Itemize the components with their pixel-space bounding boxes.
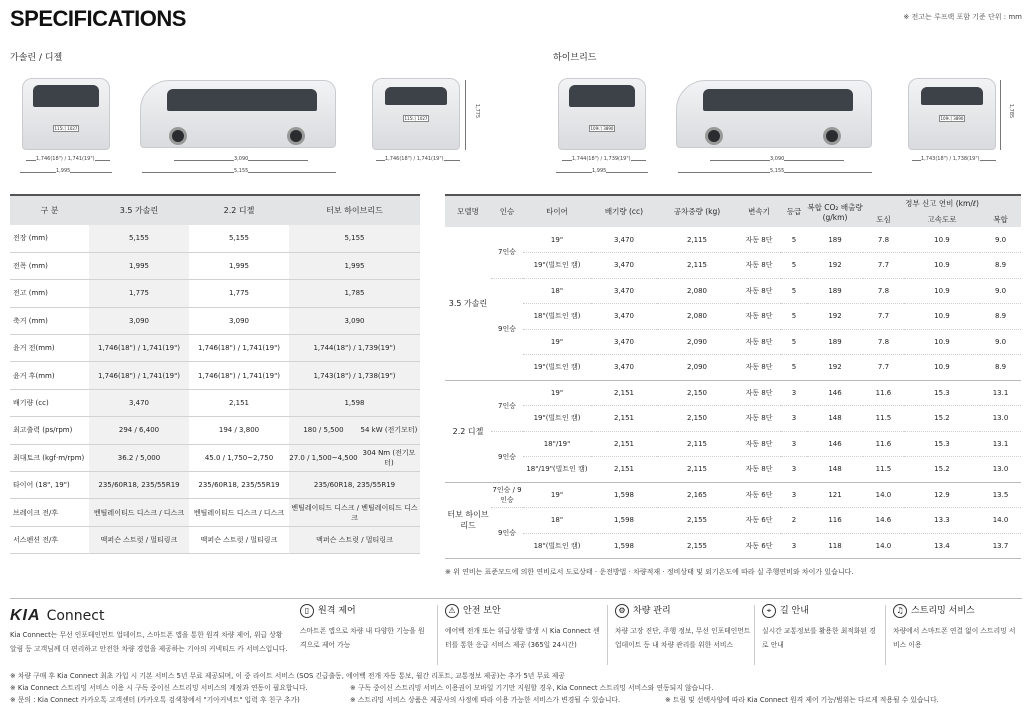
service-text: 에어백 전개 또는 위급상황 발생 시 Kia Connect 센터를 통한 응급 서비스 제공 (365일 24시간): [445, 627, 600, 649]
spec-cell: 1,746(18") / 1,741(19"): [89, 362, 189, 389]
service-heading: [893, 604, 1021, 618]
phone-icon: ▯: [300, 604, 314, 618]
spec-cell: 벤틸레이티드 디스크 / 벤틸레이티드 디스크: [289, 499, 420, 526]
eff-cell: 148: [807, 406, 863, 432]
height-dim: 1,785: [1008, 103, 1015, 119]
eff-cell: 10.9: [904, 227, 980, 253]
model-cell: 3.5 가솔린: [445, 227, 491, 380]
efficiency-footnote: ※ 위 연비는 표준모드에 의한 연비로서 도로상태 · 운전방법 · 차량적재 · 정비상태 및 외기온도에 따라 실 주행연비와 차이가 있습니다.: [445, 568, 854, 576]
eff-cell: 9.0: [980, 278, 1021, 304]
eff-cell: 2,151: [591, 380, 657, 406]
eff-cell: 13.3: [904, 508, 980, 534]
eff-cell: 2,165: [657, 482, 737, 508]
eff-cell: 192: [807, 355, 863, 381]
connect-description: Kia Connect는 무선 인포테인먼트 업데이트, 스마트폰 앱을 통한 원격 차량 제어, 위급 상황 알림 등 고객님께 더 편리하고 안전한 차량 경험을 제공하는 기아의 커넥티드 카 서비스입니다.: [10, 631, 288, 653]
eff-cell: 18"(빌트인 캠): [523, 304, 591, 330]
spec-cell: 304 Nm (전기모터): [358, 444, 420, 471]
spec-cell: 윤거 전(mm): [10, 335, 89, 362]
spec-row: [10, 472, 420, 499]
eff-cell: 2,151: [591, 406, 657, 432]
spec-cell: 3,090: [289, 307, 420, 334]
spec-cell: 1,995: [89, 252, 189, 279]
license-plate: 115너 1027: [404, 116, 428, 121]
eff-cell: 14.6: [863, 508, 904, 534]
eff-cell: 자동 6단: [737, 508, 781, 534]
eff-header: 정부 신고 연비 (km/ℓ): [863, 195, 1021, 211]
service-title: 안전 보안: [463, 606, 501, 616]
eff-cell: 1,598: [591, 533, 657, 559]
hybrid-front-view: [558, 78, 646, 150]
license-plate: 109너 3890: [590, 126, 614, 131]
eff-header: 공차중량 (kg): [657, 195, 737, 227]
spec-cell: 36.2 / 5,000: [89, 444, 189, 471]
eff-cell: 자동 8단: [737, 431, 781, 457]
eff-cell: 116: [807, 508, 863, 534]
service-divider: [754, 605, 755, 665]
eff-cell: 2,155: [657, 508, 737, 534]
eff-cell: 3,470: [591, 355, 657, 381]
eff-cell: 자동 8단: [737, 304, 781, 330]
eff-row: [445, 457, 1021, 483]
eff-cell: 18": [523, 508, 591, 534]
eff-cell: 3,470: [591, 227, 657, 253]
spec-cell: 1,785: [289, 280, 420, 307]
eff-cell: 18"/19": [523, 431, 591, 457]
spec-cell: 1,995: [289, 252, 420, 279]
eff-cell: 19": [523, 380, 591, 406]
front-track-dim: 1,746(18") / 1,741(19"): [36, 156, 95, 162]
service-text: 차량에서 스마트폰 연결 없이 스트리밍 서비스 이용: [893, 627, 1016, 649]
connect-divider: [10, 598, 1022, 599]
eff-cell: 12.9: [904, 482, 980, 508]
spec-table: [10, 194, 420, 554]
section-gas-title: 가솔린 / 디젤: [10, 53, 63, 63]
shield-icon: ⚠: [445, 604, 459, 618]
spec-cell: 3,090: [89, 307, 189, 334]
eff-cell: 19"(빌트인 캠): [523, 355, 591, 381]
service-1: [300, 604, 430, 652]
gas-rear-view: [372, 78, 460, 150]
section-hybrid-title: 하이브리드: [553, 53, 597, 63]
eff-row: [445, 431, 1021, 457]
spec-cell: 타이어 (18", 19"): [10, 472, 89, 499]
connect-note: ※ 차량 구매 후 Kia Connect 최초 가입 시 기본 서비스 5년 무료 제공되며, 이 중 라이트 서비스 (SOS 긴급출동, 에어백 전개 자동 통보, 월간 리포트, 교통정보 제공)는 추가 5년 무료 제공: [10, 672, 565, 680]
eff-header: 인승: [491, 195, 523, 227]
spec-row: [10, 307, 420, 334]
eff-row: [445, 508, 1021, 534]
wheelbase-dim: 3,090: [770, 156, 785, 162]
spec-cell: 194 / 3,800: [189, 417, 289, 444]
spec-cell: 브레이크 전/후: [10, 499, 89, 526]
service-3: [615, 604, 755, 652]
connect-title: Connect: [46, 608, 105, 624]
spec-cell: 1,775: [89, 280, 189, 307]
spec-cell: 1,775: [189, 280, 289, 307]
spec-row: [10, 280, 420, 307]
license-plate: 109너 3890: [940, 116, 964, 121]
spec-cell: 벤틸레이티드 디스크 / 디스크: [89, 499, 189, 526]
eff-row: [445, 227, 1021, 253]
eff-cell: 118: [807, 533, 863, 559]
spec-cell: 5,155: [189, 225, 289, 252]
eff-cell: 189: [807, 278, 863, 304]
connect-note: ※ 트림 및 선택사양에 따라 Kia Connect 원격 제어 기능/범위는 다르게 적용될 수 있습니다.: [665, 696, 939, 704]
eff-cell: 7.7: [863, 355, 904, 381]
eff-cell: 10.9: [904, 329, 980, 355]
eff-cell: 10.9: [904, 253, 980, 279]
eff-cell: 18": [523, 278, 591, 304]
unit-note: ※ 전고는 루프랙 포함 기준 단위 : mm: [903, 13, 1022, 21]
eff-cell: 2,115: [657, 227, 737, 253]
spec-cell: 3,090: [189, 307, 289, 334]
eff-cell: 2,151: [591, 431, 657, 457]
eff-cell: 3: [781, 431, 807, 457]
eff-cell: 자동 8단: [737, 253, 781, 279]
spec-header: 2.2 디젤: [189, 195, 289, 225]
eff-cell: 2,080: [657, 304, 737, 330]
eff-cell: 146: [807, 431, 863, 457]
eff-cell: 10.9: [904, 355, 980, 381]
eff-subheader: 도심: [863, 211, 904, 227]
eff-header: 복합 CO₂ 배출량 (g/km): [807, 195, 863, 227]
eff-cell: 15.3: [904, 431, 980, 457]
spec-header: 터보 하이브리드: [289, 195, 420, 225]
connect-note: ※ 문의 : Kia Connect 카카오톡 고객센터 (카카오톡 검색창에서 "기아커넥트" 입력 후 친구 추가): [10, 696, 300, 704]
eff-cell: 2,150: [657, 380, 737, 406]
spec-cell: 맥퍼슨 스트럿 / 멀티링크: [89, 526, 189, 553]
spec-row: [10, 499, 420, 526]
spec-header: 3.5 가솔린: [89, 195, 189, 225]
eff-row: [445, 253, 1021, 279]
eff-cell: 5: [781, 227, 807, 253]
eff-cell: 자동 8단: [737, 355, 781, 381]
connect-note: ※ 구독 중이신 스트리밍 서비스 이용권이 모바일 기기만 지원할 경우, Kia Connect 스트리밍 서비스와 연동되지 않습니다.: [350, 684, 714, 692]
spec-row: [10, 444, 420, 471]
eff-cell: 10.9: [904, 278, 980, 304]
spec-cell: 1,746(18") / 1,741(19"): [189, 335, 289, 362]
connect-note: ※ 스트리밍 서비스 상품은 제공사의 사정에 따라 이용 가능한 서비스가 변경될 수 있습니다.: [350, 696, 621, 704]
service-heading: [300, 604, 430, 618]
spec-cell: 최대토크 (kgf·m/rpm): [10, 444, 89, 471]
length-dim: 5,155: [770, 168, 785, 174]
eff-cell: 3,470: [591, 253, 657, 279]
eff-cell: 13.7: [980, 533, 1021, 559]
eff-cell: 2,155: [657, 533, 737, 559]
eff-cell: 5: [781, 329, 807, 355]
spec-cell: 최고출력 (ps/rpm): [10, 417, 89, 444]
spec-cell: 1,743(18") / 1,738(19"): [289, 362, 420, 389]
eff-header: 모델명: [445, 195, 491, 227]
eff-cell: 11.6: [863, 431, 904, 457]
eff-row: [445, 406, 1021, 432]
eff-header: 배기량 (cc): [591, 195, 657, 227]
eff-cell: 148: [807, 457, 863, 483]
width-dim: 1,995: [56, 168, 71, 174]
eff-cell: 5: [781, 278, 807, 304]
eff-cell: 1,598: [591, 508, 657, 534]
spec-cell: 5,155: [289, 225, 420, 252]
eff-row: [445, 278, 1021, 304]
service-divider: [885, 605, 886, 665]
eff-cell: 2,080: [657, 278, 737, 304]
eff-cell: 10.9: [904, 304, 980, 330]
eff-cell: 18"(빌트인 캠): [523, 533, 591, 559]
page-title: SPECIFICATIONS: [10, 6, 186, 31]
eff-cell: 3: [781, 482, 807, 508]
seat-cell: 7인승 / 9인승: [491, 482, 523, 508]
eff-cell: 5: [781, 304, 807, 330]
spec-cell: 1,746(18") / 1,741(19"): [189, 362, 289, 389]
spec-cell: 180 / 5,500: [289, 417, 358, 444]
eff-cell: 자동 8단: [737, 406, 781, 432]
service-4: [762, 604, 882, 652]
spec-cell: 294 / 6,400: [89, 417, 189, 444]
connect-logo: [10, 607, 104, 625]
eff-cell: 19"(빌트인 캠): [523, 406, 591, 432]
service-title: 원격 제어: [318, 606, 356, 616]
service-title: 차량 관리: [633, 606, 671, 616]
spec-cell: 54 kW (전기모터): [358, 417, 420, 444]
eff-cell: 189: [807, 329, 863, 355]
spec-cell: 2,151: [189, 389, 289, 416]
spec-row: [10, 389, 420, 416]
spec-cell: 전폭 (mm): [10, 252, 89, 279]
eff-cell: 2,115: [657, 431, 737, 457]
eff-header: 등급: [781, 195, 807, 227]
eff-row: [445, 329, 1021, 355]
eff-cell: 14.0: [980, 508, 1021, 534]
spec-cell: 235/60R18, 235/55R19: [289, 472, 420, 499]
eff-row: [445, 380, 1021, 406]
eff-cell: 146: [807, 380, 863, 406]
eff-cell: 19": [523, 329, 591, 355]
eff-header: 타이어: [523, 195, 591, 227]
eff-cell: 자동 8단: [737, 457, 781, 483]
spec-cell: 45.0 / 1,750~2,750: [189, 444, 289, 471]
eff-cell: 8.9: [980, 304, 1021, 330]
spec-cell: 윤거 후(mm): [10, 362, 89, 389]
spec-cell: 맥퍼슨 스트럿 / 멀티링크: [189, 526, 289, 553]
service-text: 차량 고장 진단, 주행 정보, 무선 인포테인먼트 업데이트 등 내 차량 관리를 위한 서비스: [615, 627, 751, 649]
seat-cell: 7인승: [491, 380, 523, 431]
spec-cell: 235/60R18, 235/55R19: [189, 472, 289, 499]
eff-cell: 2,115: [657, 253, 737, 279]
eff-header: 변속기: [737, 195, 781, 227]
eff-cell: 2: [781, 508, 807, 534]
eff-subheader: 고속도로: [904, 211, 980, 227]
car-care-icon: ⚙: [615, 604, 629, 618]
eff-cell: 11.6: [863, 380, 904, 406]
spec-cell: 맥퍼슨 스트럿 / 멀티링크: [289, 526, 420, 553]
efficiency-table: [445, 194, 1021, 559]
service-divider: [437, 605, 438, 665]
eff-header-row: [445, 195, 1021, 211]
eff-cell: 자동 8단: [737, 329, 781, 355]
eff-cell: 1,598: [591, 482, 657, 508]
eff-cell: 9.0: [980, 329, 1021, 355]
eff-cell: 자동 6단: [737, 482, 781, 508]
eff-cell: 3,470: [591, 329, 657, 355]
model-cell: 2.2 디젤: [445, 380, 491, 482]
eff-cell: 3,470: [591, 278, 657, 304]
eff-cell: 13.5: [980, 482, 1021, 508]
eff-cell: 3: [781, 457, 807, 483]
eff-cell: 2,115: [657, 457, 737, 483]
eff-cell: 7.8: [863, 227, 904, 253]
eff-cell: 15.2: [904, 457, 980, 483]
service-heading: [615, 604, 755, 618]
seat-cell: 7인승: [491, 227, 523, 278]
eff-cell: 2,090: [657, 355, 737, 381]
gas-front-view: [22, 78, 110, 150]
eff-cell: 7.8: [863, 329, 904, 355]
spec-cell: 배기량 (cc): [10, 389, 89, 416]
eff-cell: 8.9: [980, 253, 1021, 279]
spec-cell: 5,155: [89, 225, 189, 252]
seat-cell: 9인승: [491, 278, 523, 380]
rear-track-dim: 1,743(18") / 1,738(19"): [921, 156, 980, 162]
spec-cell: 1,598: [289, 389, 420, 416]
model-cell: 터보 하이브리드: [445, 482, 491, 559]
service-title: 스트리밍 서비스: [911, 606, 975, 616]
length-dim: 5,155: [234, 168, 249, 174]
eff-cell: 5: [781, 253, 807, 279]
eff-cell: 19"(빌트인 캠): [523, 253, 591, 279]
eff-cell: 2,151: [591, 457, 657, 483]
eff-cell: 3: [781, 533, 807, 559]
eff-cell: 13.1: [980, 431, 1021, 457]
spec-cell: 벤틸레이티드 디스크 / 디스크: [189, 499, 289, 526]
spec-cell: 3,470: [89, 389, 189, 416]
eff-cell: 15.2: [904, 406, 980, 432]
spec-row: [10, 225, 420, 252]
eff-cell: 8.9: [980, 355, 1021, 381]
eff-cell: 11.5: [863, 406, 904, 432]
spec-cell: 235/60R18, 235/55R19: [89, 472, 189, 499]
eff-cell: 5: [781, 355, 807, 381]
eff-cell: 19": [523, 482, 591, 508]
eff-cell: 189: [807, 227, 863, 253]
spec-row: [10, 526, 420, 553]
eff-cell: 3: [781, 406, 807, 432]
eff-cell: 14.0: [863, 533, 904, 559]
eff-cell: 자동 8단: [737, 380, 781, 406]
spec-row: [10, 362, 420, 389]
eff-cell: 192: [807, 253, 863, 279]
spec-cell: 전장 (mm): [10, 225, 89, 252]
service-heading: [762, 604, 882, 618]
height-dim: 1,775: [474, 103, 481, 119]
spec-cell: 서스펜션 전/후: [10, 526, 89, 553]
rear-track-dim: 1,746(18") / 1,741(19"): [385, 156, 444, 162]
connect-note: ※ Kia Connect 스트리밍 서비스 이용 시 구독 중이신 스트리밍 서비스의 계정과 연동이 필요합니다.: [10, 684, 308, 692]
music-icon: ♫: [893, 604, 907, 618]
spec-cell: 27.0 / 1,500~4,500: [289, 444, 358, 471]
eff-cell: 13.4: [904, 533, 980, 559]
eff-cell: 11.5: [863, 457, 904, 483]
service-5: [893, 604, 1021, 652]
service-text: 실시간 교통정보를 활용한 최적화된 경로 안내: [762, 627, 876, 649]
seat-cell: 9인승: [491, 431, 523, 482]
eff-cell: 3,470: [591, 304, 657, 330]
spec-header: 구 분: [10, 195, 89, 225]
service-heading: [445, 604, 605, 618]
spec-row: [10, 252, 420, 279]
eff-cell: 자동 8단: [737, 278, 781, 304]
eff-cell: 13.0: [980, 457, 1021, 483]
eff-row: [445, 533, 1021, 559]
eff-cell: 7.8: [863, 278, 904, 304]
pin-icon: ⌖: [762, 604, 776, 618]
spec-header-row: [10, 195, 420, 225]
eff-cell: 자동 6단: [737, 533, 781, 559]
eff-cell: 7.7: [863, 253, 904, 279]
eff-cell: 7.7: [863, 304, 904, 330]
eff-cell: 2,090: [657, 329, 737, 355]
eff-cell: 9.0: [980, 227, 1021, 253]
wheelbase-dim: 3,090: [234, 156, 249, 162]
eff-cell: 13.1: [980, 380, 1021, 406]
eff-row: [445, 304, 1021, 330]
eff-cell: 3: [781, 380, 807, 406]
eff-row: [445, 355, 1021, 381]
eff-cell: 192: [807, 304, 863, 330]
eff-cell: 18"/19"(빌트인 캠): [523, 457, 591, 483]
seat-cell: 9인승: [491, 508, 523, 559]
eff-cell: 2,150: [657, 406, 737, 432]
front-track-dim: 1,744(18") / 1,739(19"): [572, 156, 631, 162]
spec-cell: 전고 (mm): [10, 280, 89, 307]
width-dim: 1,995: [592, 168, 607, 174]
spec-cell: 1,746(18") / 1,741(19"): [89, 335, 189, 362]
eff-subheader: 복합: [980, 211, 1021, 227]
eff-cell: 121: [807, 482, 863, 508]
eff-cell: 13.0: [980, 406, 1021, 432]
eff-row: [445, 482, 1021, 508]
service-text: 스마트폰 앱으로 차량 내 다양한 기능을 원격으로 제어 가능: [300, 627, 425, 649]
eff-cell: 14.0: [863, 482, 904, 508]
gas-side-view: [140, 80, 336, 148]
service-2: [445, 604, 605, 652]
spec-cell: 1,744(18") / 1,739(19"): [289, 335, 420, 362]
eff-cell: 19": [523, 227, 591, 253]
hybrid-rear-view: [908, 78, 996, 150]
license-plate: 115너 1027: [54, 126, 78, 131]
kia-logo: KIA: [10, 607, 41, 624]
hybrid-side-view: [676, 80, 872, 148]
spec-cell: 1,995: [189, 252, 289, 279]
service-title: 길 안내: [780, 606, 809, 616]
spec-cell: 축거 (mm): [10, 307, 89, 334]
service-divider: [607, 605, 608, 665]
spec-row: [10, 335, 420, 362]
eff-cell: 15.3: [904, 380, 980, 406]
spec-row: [10, 417, 420, 444]
eff-cell: 자동 8단: [737, 227, 781, 253]
